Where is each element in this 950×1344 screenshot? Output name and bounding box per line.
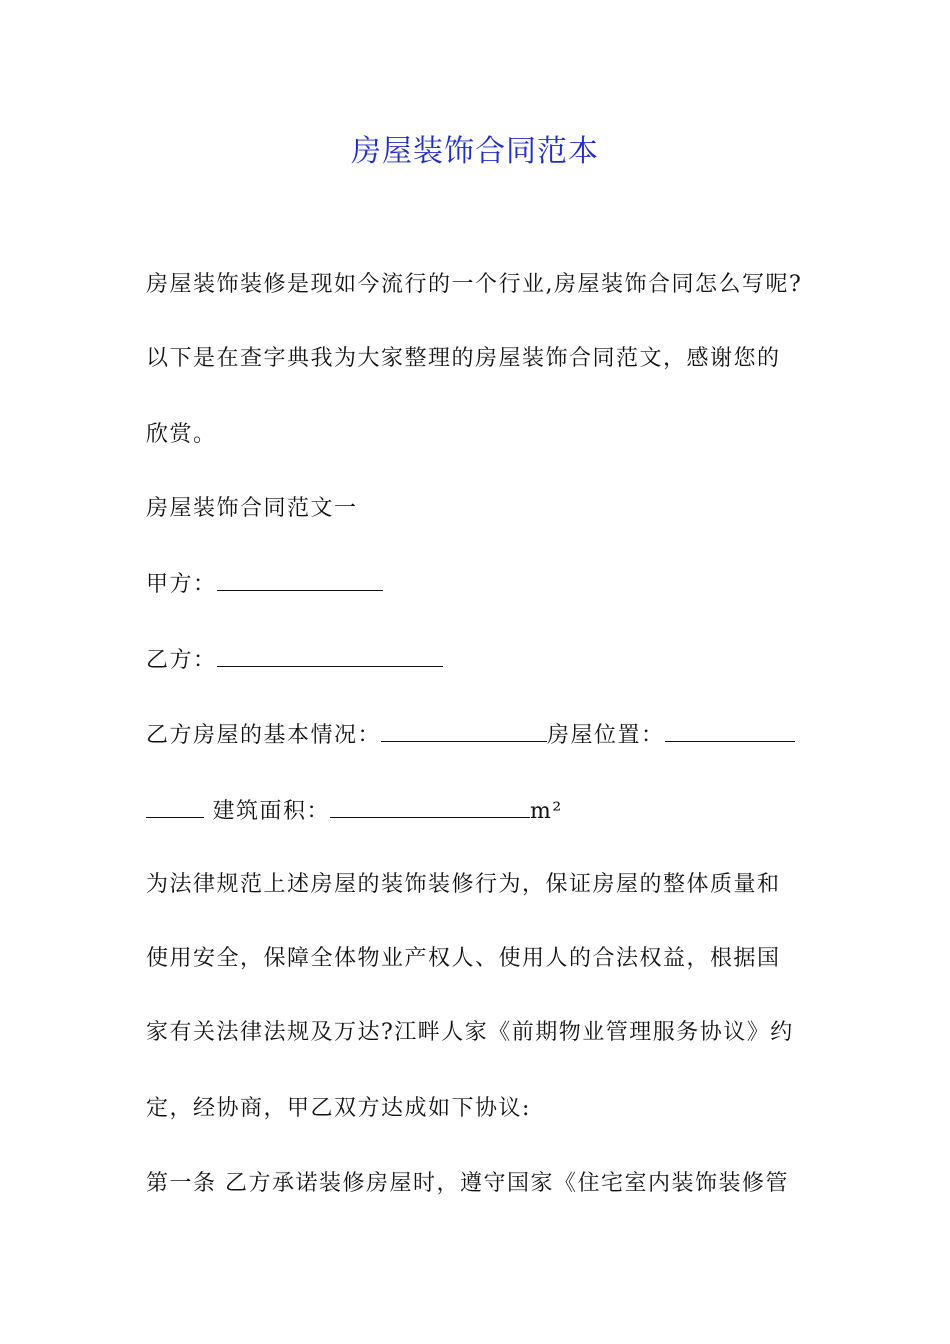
party-b-label: 乙方： [146,648,217,673]
paragraph-line: 使用安全，保障全体物业产权人、使用人的合法权益，根据国 [146,946,781,971]
paragraph-line: 为法律规范上述房屋的装饰装修行为，保证房屋的整体质量和 [146,872,781,897]
paragraph-line: 以下是在查字典我为大家整理的房屋装饰合同范文，感谢您的 [146,346,781,371]
paragraph-line: 欣赏。 [146,422,217,447]
house-location-label: 房屋位置： [547,723,665,748]
paragraph-line: 定，经协商，甲乙双方达成如下协议: [146,1096,531,1121]
paragraph-line: 家有关法律法规及万达?江畔人家《前期物业管理服务协议》约 [146,1020,794,1045]
party-b-blank [217,644,443,667]
document-title: 房屋装饰合同范本 [351,134,599,169]
section-heading: 房屋装饰合同范文一 [146,496,358,521]
house-location-blank [665,719,795,742]
area-label: 建筑面积： [212,799,331,824]
house-location-blank-cont [146,795,204,818]
area-unit: m² [530,799,563,824]
party-a-label: 甲方： [146,572,217,597]
area-line [146,795,563,828]
party-a-line [146,568,383,601]
paragraph-line: 房屋装饰装修是现如今流行的一个行业,房屋装饰合同怎么写呢? [146,272,803,297]
party-a-blank [217,568,383,591]
party-b-line [146,644,443,677]
house-info-blank [381,719,547,742]
article-line: 第一条 乙方承诺装修房屋时，遵守国家《住宅室内装饰装修管 [146,1171,789,1196]
house-info-label: 乙方房屋的基本情况： [146,723,382,748]
area-blank [330,795,530,818]
house-info-line [146,719,795,752]
